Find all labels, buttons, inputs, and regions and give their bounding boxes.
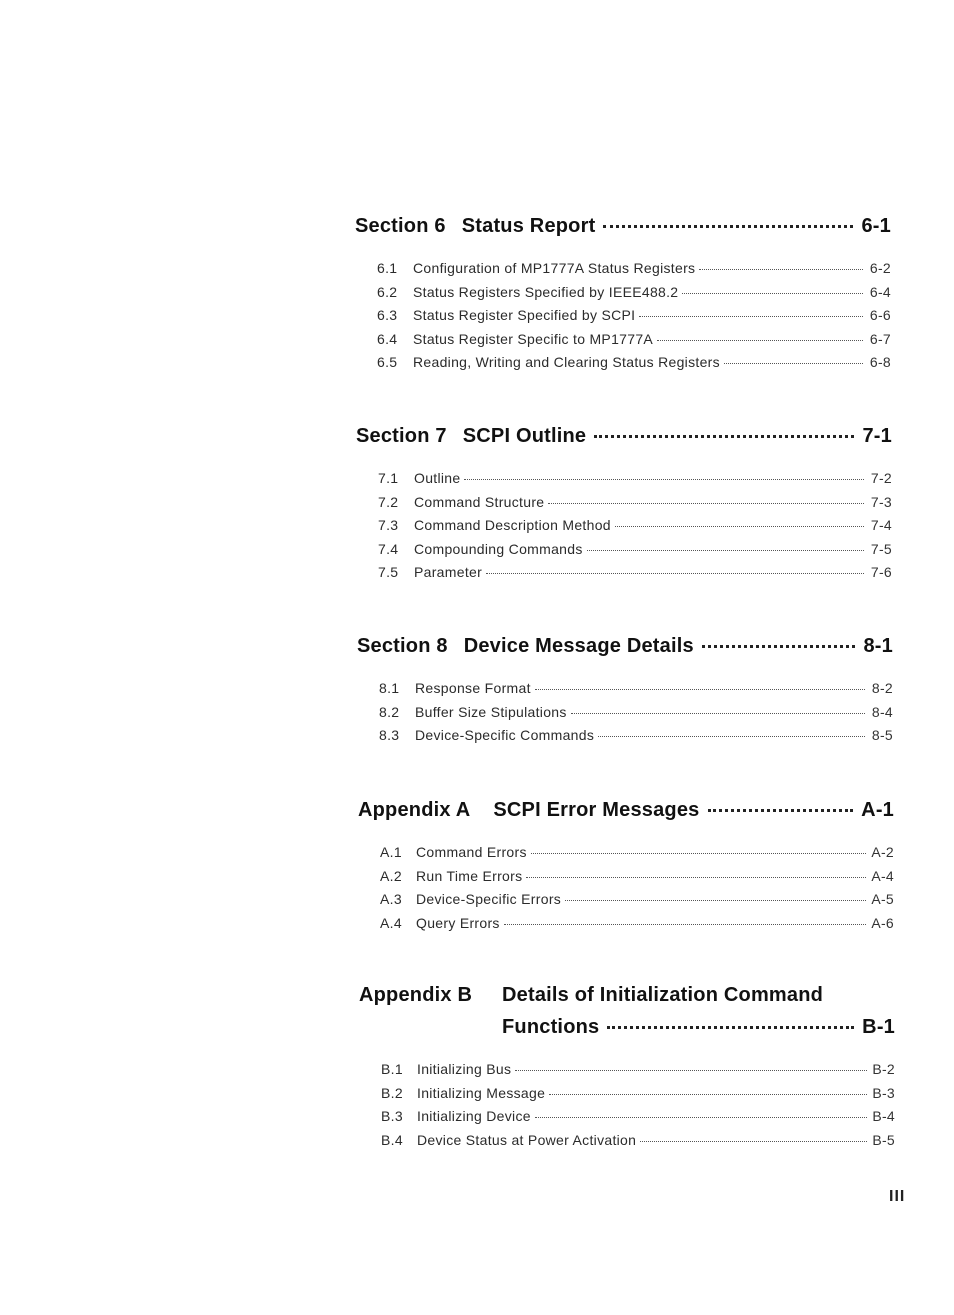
dot-leader [702, 645, 856, 648]
toc-entry[interactable] [381, 1061, 895, 1085]
entry-page: 8-5 [871, 727, 893, 744]
entry-number: B.3 [381, 1108, 403, 1125]
toc-appendix-b [359, 984, 895, 1155]
entry-number: 6.3 [377, 307, 398, 324]
entry-number: B.2 [381, 1084, 403, 1101]
entry-title: Command Structure [414, 493, 545, 510]
dot-leader [565, 900, 866, 901]
dot-leader [531, 853, 866, 854]
dot-leader [587, 550, 864, 551]
toc-entry[interactable] [378, 564, 892, 588]
section-page: B-1 [862, 1016, 895, 1038]
entry-title: Command Description Method [414, 517, 611, 534]
entry-title: Outline [414, 470, 461, 486]
section-heading[interactable] [355, 215, 891, 238]
toc-entry[interactable] [379, 680, 893, 704]
entry-page: B-2 [872, 1061, 895, 1077]
entry-page: A-5 [871, 891, 894, 908]
entry-title: Initializing Message [417, 1084, 546, 1101]
entry-number: 6.2 [377, 283, 398, 300]
entry-title: Buffer Size Stipulations [415, 703, 567, 720]
dot-leader [515, 1070, 867, 1071]
section-title: Device Message Details [463, 635, 694, 657]
section-title-line2: Functions [502, 1016, 600, 1038]
section-label: Appendix A [358, 799, 471, 821]
entry-page: 7-2 [870, 470, 892, 486]
toc-entry[interactable] [381, 1108, 895, 1132]
dot-leader [603, 225, 853, 228]
entry-title: Device Status at Power Activation [417, 1131, 637, 1148]
dot-leader [699, 269, 863, 270]
dot-leader [682, 293, 863, 294]
section-title: SCPI Outline [462, 425, 587, 447]
toc-section-7 [356, 425, 892, 588]
entry-page: B-4 [872, 1108, 895, 1125]
toc-entry[interactable] [378, 470, 892, 494]
entry-number: B.1 [381, 1061, 403, 1077]
entry-number: 7.2 [378, 493, 399, 510]
entry-number: 8.2 [379, 703, 400, 720]
entry-page: 8-2 [871, 680, 893, 696]
entry-number: 7.1 [378, 470, 399, 486]
entry-page: B-3 [872, 1084, 895, 1101]
toc-appendix-a [358, 799, 894, 938]
entry-number: 6.5 [377, 354, 398, 371]
dot-leader [607, 1026, 854, 1029]
section-page: 7-1 [862, 425, 892, 447]
dot-leader [526, 877, 866, 878]
entry-title: Status Register Specified by SCPI [413, 307, 636, 324]
entry-title: Query Errors [416, 914, 500, 931]
toc-entry[interactable] [378, 517, 892, 541]
section-label: Section 8 [357, 635, 448, 657]
entry-page: 6-8 [869, 354, 891, 371]
dot-leader [708, 809, 854, 812]
entry-page: 7-6 [870, 564, 892, 581]
section-title-line1: Details of Initialization Command [502, 984, 824, 1006]
entry-page: 6-7 [869, 330, 891, 347]
entry-number: A.2 [380, 867, 402, 884]
entry-number: 7.3 [378, 517, 399, 534]
dot-leader [724, 363, 863, 364]
entry-page: A-6 [871, 914, 894, 931]
entry-number: A.1 [380, 844, 402, 860]
dot-leader [486, 573, 864, 574]
dot-leader [535, 689, 865, 690]
entry-page: 7-5 [870, 540, 892, 557]
entry-title: Reading, Writing and Clearing Status Registers [413, 354, 720, 371]
section-page: 6-1 [861, 215, 891, 237]
entry-page: B-5 [872, 1131, 895, 1148]
entry-page: 6-4 [869, 283, 891, 300]
entry-number: A.4 [380, 914, 402, 931]
toc-entry[interactable] [379, 727, 893, 751]
dot-leader [657, 340, 863, 341]
entry-page: A-4 [871, 867, 894, 884]
toc-entry[interactable] [377, 354, 891, 378]
toc-entry[interactable] [381, 1085, 895, 1109]
toc-entry[interactable] [380, 891, 894, 915]
toc-entry[interactable] [380, 844, 894, 868]
section-heading[interactable] [359, 984, 895, 1039]
entry-title: Configuration of MP1777A Status Registers [413, 260, 696, 276]
toc-entry[interactable] [377, 307, 891, 331]
section-label: Section 6 [355, 215, 446, 237]
entry-number: 6.4 [377, 330, 398, 347]
dot-leader [594, 435, 854, 438]
toc-section-6 [355, 215, 891, 378]
toc-entry[interactable] [381, 1132, 895, 1156]
toc-section-8 [357, 635, 893, 751]
toc-entry[interactable] [378, 541, 892, 565]
toc-entry[interactable] [377, 331, 891, 355]
entry-page: A-2 [871, 844, 894, 860]
dot-leader [639, 316, 863, 317]
entry-number: 8.1 [379, 680, 400, 696]
entry-title: Initializing Bus [417, 1061, 512, 1077]
entry-page: 7-3 [870, 493, 892, 510]
dot-leader [640, 1141, 867, 1142]
section-title: Status Report [461, 215, 596, 237]
toc-entry[interactable] [380, 915, 894, 939]
toc-entry[interactable] [380, 868, 894, 892]
entry-title: Compounding Commands [414, 540, 583, 557]
section-label: Appendix B [359, 984, 473, 1006]
section-heading[interactable] [356, 425, 892, 448]
entry-title: Initializing Device [417, 1108, 531, 1125]
entry-title: Device-Specific Errors [416, 891, 562, 908]
dot-leader [548, 503, 864, 504]
entry-title: Command Errors [416, 844, 527, 860]
toc-entry[interactable] [378, 494, 892, 518]
toc-entry[interactable] [377, 284, 891, 308]
dot-leader [464, 479, 864, 480]
entry-number: A.3 [380, 891, 402, 908]
entry-title: Response Format [415, 680, 531, 696]
section-page: 8-1 [863, 635, 893, 657]
toc-entry[interactable] [379, 704, 893, 728]
section-label: Section 7 [356, 425, 447, 447]
entry-page: 6-6 [869, 307, 891, 324]
entry-number: B.4 [381, 1131, 403, 1148]
entry-title: Parameter [414, 564, 483, 581]
entry-page: 8-4 [871, 703, 893, 720]
dot-leader [615, 526, 864, 527]
entry-number: 6.1 [377, 260, 398, 276]
section-page: A-1 [861, 799, 894, 821]
entry-title: Status Registers Specified by IEEE488.2 [413, 283, 679, 300]
dot-leader [504, 924, 866, 925]
dot-leader [571, 713, 865, 714]
entry-number: 7.5 [378, 564, 399, 581]
toc-entry[interactable] [377, 260, 891, 284]
entry-title: Run Time Errors [416, 867, 523, 884]
section-heading[interactable] [358, 799, 894, 822]
entry-page: 7-4 [870, 517, 892, 534]
section-title: SCPI Error Messages [493, 799, 700, 821]
page-number: III [889, 1188, 906, 1205]
entry-title: Status Register Specific to MP1777A [413, 330, 654, 347]
dot-leader [598, 736, 865, 737]
entry-number: 8.3 [379, 727, 400, 744]
dot-leader [535, 1117, 867, 1118]
entry-page: 6-2 [869, 260, 891, 276]
section-heading[interactable] [357, 635, 893, 658]
entry-number: 7.4 [378, 540, 399, 557]
dot-leader [549, 1094, 867, 1095]
entry-title: Device-Specific Commands [415, 727, 595, 744]
